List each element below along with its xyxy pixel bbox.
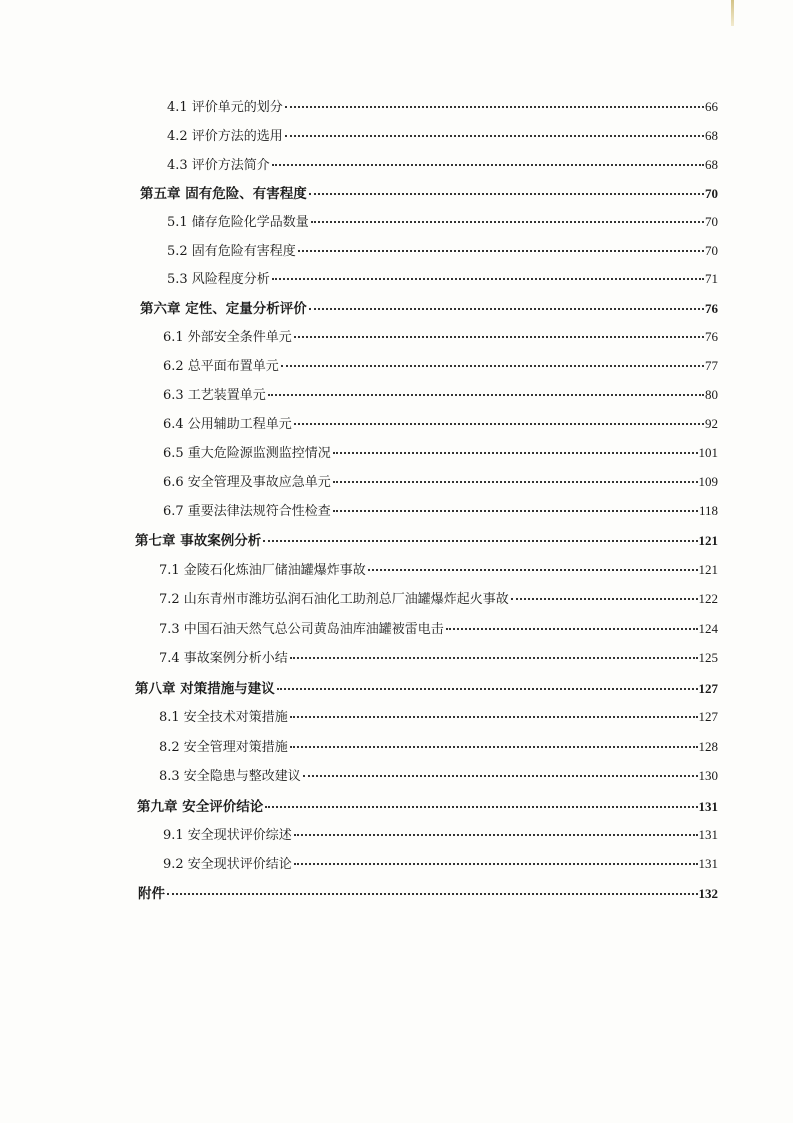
toc-entry[interactable]: [159, 706, 718, 726]
dot-leader: [294, 825, 698, 836]
toc-chapter-page: 121: [698, 533, 718, 548]
toc-entry-label: 9.1 安全现状评价综述: [163, 828, 292, 843]
dot-leader: [294, 414, 704, 425]
toc-entry[interactable]: [167, 211, 718, 231]
toc-chapter-label: 第八章 对策措施与建议: [135, 681, 275, 697]
toc-chapter-page: 131: [698, 799, 718, 814]
toc-entry[interactable]: [159, 765, 718, 785]
dot-leader: [333, 443, 698, 454]
toc-entry-page: 80: [705, 387, 718, 402]
toc-entry[interactable]: [163, 824, 718, 844]
dot-leader: [281, 356, 704, 367]
toc-entry[interactable]: [159, 588, 718, 608]
toc-entry-label: 8.2 安全管理对策措施: [159, 740, 288, 755]
dot-leader: [294, 854, 698, 865]
toc-entry-label: 5.1 储存危险化学品数量: [167, 215, 309, 230]
toc-entry-page: 121: [698, 562, 718, 577]
dot-leader: [303, 766, 698, 777]
toc-entry[interactable]: [159, 618, 718, 638]
toc-entry[interactable]: [163, 355, 718, 375]
toc-entry-page: 131: [698, 856, 718, 871]
toc-entry-page: 122: [698, 591, 718, 606]
toc-entry[interactable]: [167, 240, 718, 260]
toc-entry-label: 7.2 山东青州市潍坊弘润石油化工助剂总厂油罐爆炸起火事故: [159, 592, 509, 607]
toc-entry-label: 7.1 金陵石化炼油厂储油罐爆炸事故: [159, 563, 366, 578]
toc-entry-page: 71: [705, 271, 718, 286]
dot-leader: [290, 648, 698, 659]
toc-entry-label: 4.2 评价方法的选用: [167, 129, 283, 144]
toc-entry-page: 76: [705, 329, 718, 344]
toc-entry-label: 7.3 中国石油天然气总公司黄岛油库油罐被雷电击: [159, 622, 444, 637]
toc-chapter[interactable]: [137, 795, 718, 815]
dot-leader: [311, 212, 704, 223]
toc-entry-page: 68: [705, 157, 718, 172]
toc-chapter-label: 第七章 事故案例分析: [135, 533, 262, 549]
dot-leader: [298, 241, 704, 252]
dot-leader: [285, 97, 704, 108]
toc-entry-label: 6.7 重要法律法规符合性检查: [163, 504, 331, 519]
toc-entry[interactable]: [167, 268, 718, 288]
toc-entry[interactable]: [163, 500, 718, 520]
toc-chapter-page: 127: [698, 681, 718, 696]
dot-leader: [309, 299, 704, 310]
dot-leader: [167, 884, 698, 895]
toc-entry[interactable]: [163, 853, 718, 873]
dot-leader: [277, 679, 698, 690]
dot-leader: [290, 707, 698, 718]
toc-entry-label: 6.1 外部安全条件单元: [163, 330, 292, 345]
toc-entry-page: 118: [698, 503, 718, 518]
dot-leader: [446, 619, 698, 630]
toc-entry[interactable]: [159, 736, 718, 756]
toc-entry-label: 6.2 总平面布置单元: [163, 359, 279, 374]
toc-entry-page: 70: [705, 214, 718, 229]
toc-entry-label: 6.5 重大危险源监测监控情况: [163, 446, 331, 461]
toc-entry-label: 4.1 评价单元的划分: [167, 100, 283, 115]
toc-entry-label: 8.3 安全隐患与整改建议: [159, 769, 301, 784]
toc-entry-label: 4.3 评价方法简介: [167, 158, 270, 173]
toc-entry-page: 131: [698, 827, 718, 842]
toc-entry-page: 77: [705, 358, 718, 373]
toc-entry[interactable]: [163, 442, 718, 462]
toc-entry[interactable]: [163, 471, 718, 491]
toc-entry-page: 127: [698, 709, 718, 724]
dot-leader: [333, 501, 698, 512]
toc-chapter-label: 附件: [138, 886, 165, 902]
toc-chapter-label: 第五章 固有危险、有害程度: [140, 186, 307, 202]
toc-chapter[interactable]: [140, 297, 718, 317]
dot-leader: [272, 269, 704, 280]
dot-leader: [368, 560, 698, 571]
toc-entry[interactable]: [167, 125, 718, 145]
toc-entry-page: 124: [698, 621, 718, 636]
dot-leader: [294, 327, 704, 338]
toc-entry-page: 130: [698, 768, 718, 783]
toc-entry-label: 6.6 安全管理及事故应急单元: [163, 475, 331, 490]
dot-leader: [309, 184, 704, 195]
toc-entry-page: 92: [705, 416, 718, 431]
toc-entry[interactable]: [159, 647, 718, 667]
dot-leader: [333, 472, 698, 483]
dot-leader: [290, 737, 698, 748]
dot-leader: [285, 126, 704, 137]
toc-entry-label: 6.4 公用辅助工程单元: [163, 417, 292, 432]
toc-chapter[interactable]: [138, 882, 718, 902]
toc-entry[interactable]: [167, 154, 718, 174]
toc-chapter-page: 76: [705, 301, 718, 316]
toc-entry-page: 128: [698, 739, 718, 754]
toc-entry-page: 70: [705, 243, 718, 258]
toc-chapter[interactable]: [140, 182, 718, 202]
dot-leader: [265, 797, 697, 808]
toc-entry-page: 68: [705, 128, 718, 143]
toc-entry-label: 5.3 风险程度分析: [167, 272, 270, 287]
dot-leader: [268, 385, 704, 396]
toc-entry-page: 101: [698, 445, 718, 460]
dot-leader: [272, 155, 704, 166]
toc-entry-page: 125: [698, 650, 718, 665]
toc-entry-label: 7.4 事故案例分析小结: [159, 651, 288, 666]
toc-entry-label: 9.2 安全现状评价结论: [163, 857, 292, 872]
toc-entry[interactable]: [163, 413, 718, 433]
toc-chapter-page: 70: [705, 186, 718, 201]
toc-entry[interactable]: [159, 559, 718, 579]
toc-entry[interactable]: [167, 96, 718, 116]
toc-entry-label: 5.2 固有危险有害程度: [167, 244, 296, 259]
toc-entry-page: 109: [698, 474, 718, 489]
toc-chapter-label: 第九章 安全评价结论: [137, 799, 264, 815]
dot-leader: [511, 589, 698, 600]
toc-entry[interactable]: [163, 384, 718, 404]
toc-entry-label: 8.1 安全技术对策措施: [159, 710, 288, 725]
toc-entry-page: 66: [705, 99, 718, 114]
toc-chapter-page: 132: [698, 886, 718, 901]
toc-chapter[interactable]: [135, 529, 718, 549]
toc-chapter[interactable]: [135, 677, 718, 697]
dot-leader: [263, 531, 697, 542]
toc-entry[interactable]: [163, 326, 718, 346]
toc-entry-label: 6.3 工艺装置单元: [163, 388, 266, 403]
toc-chapter-label: 第六章 定性、定量分析评价: [140, 301, 307, 317]
